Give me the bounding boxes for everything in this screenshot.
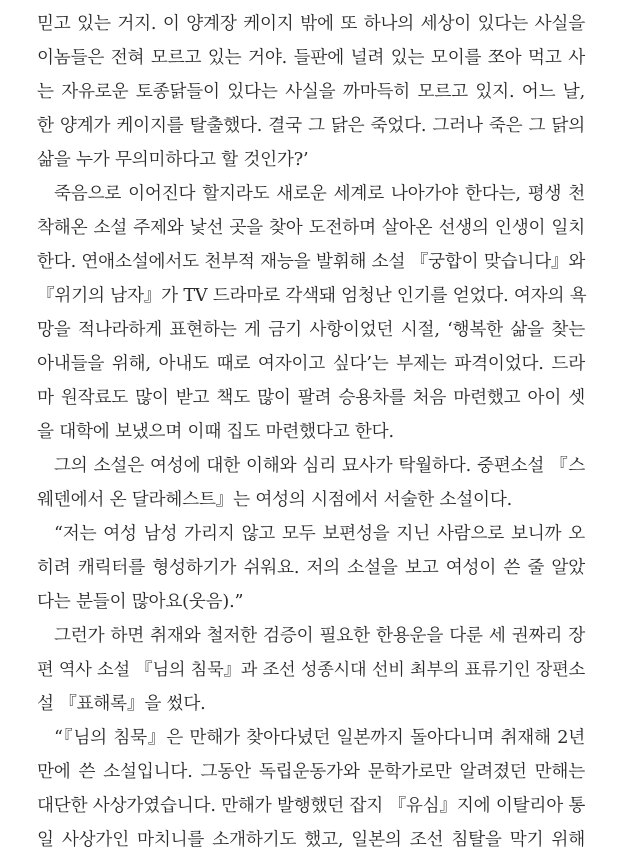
body-text-line: 설 『표해록』을 썼다. [37, 694, 206, 714]
body-text-line: 일 사상가인 마치니를 소개하기도 했고, 일본의 조선 침탈을 막기 위해 [37, 830, 585, 850]
body-text-line: 웨덴에서 온 달라헤스트』는 여성의 시점에서 서술한 소설이다. [37, 490, 513, 510]
body-text-line: 을 대학에 보냈으며 이때 집도 마련했다고 한다. [37, 422, 394, 442]
body-text-line: 마 원작료도 많이 받고 책도 많이 팔려 승용차를 처음 마련했고 아이 셋 [37, 388, 585, 408]
body-text-line: 한다. 연애소설에서도 천부적 재능을 발휘해 소설 『궁합이 맞습니다』와 [37, 252, 586, 272]
paragraph-first-line: 그의 소설은 여성에 대한 이해와 심리 묘사가 탁월하다. 중편소설 『스 [54, 456, 585, 476]
body-text-line: 는 자유로운 토종닭들이 있다는 사실을 까마득히 모르고 있지. 어느 날, [37, 82, 585, 102]
body-text-line: 이놈들은 전혀 모르고 있는 거야. 들판에 널려 있는 모이를 쪼아 먹고 사 [37, 48, 585, 68]
quote-first-line: “『님의 침묵』은 만해가 찾아다녔던 일본까지 돌아다니며 취재해 2년 [54, 728, 585, 748]
paragraph-first-line: 죽음으로 이어진다 할지라도 새로운 세계로 나아가야 한다는, 평생 천 [54, 184, 585, 204]
body-text-line: 착해온 소설 주제와 낯선 곳을 찾아 도전하며 살아온 선생의 인생이 일치 [37, 218, 585, 238]
body-text-line: 대단한 사상가였습니다. 만해가 발행했던 잡지 『유심』지에 이탈리아 통 [37, 796, 586, 816]
body-text-line: 『위기의 남자』가 TV 드라마로 각색돼 엄청난 인기를 얻었다. 여자의 욕 [37, 286, 587, 306]
body-text-line: 망을 적나라하게 표현하는 게 금기 사항이었던 시절, ‘행복한 삶을 찾는 [37, 320, 585, 340]
body-text-line: 히려 캐릭터를 형성하기가 쉬워요. 저의 소설을 보고 여성이 쓴 줄 알았 [37, 558, 585, 578]
body-text-line: 다는 분들이 많아요(웃음).” [37, 592, 244, 612]
body-text-line: 한 양계가 케이지를 탈출했다. 결국 그 닭은 죽었다. 그러나 죽은 그 닭의 [37, 116, 585, 136]
body-text-line: 삶을 누가 무의미하다고 할 것인가?’ [37, 150, 309, 170]
body-text-line: 편 역사 소설 『님의 침묵』과 조선 성종시대 선비 최부의 표류기인 장편소 [37, 660, 585, 680]
quote-first-line: “저는 여성 남성 가리지 않고 모두 보편성을 지닌 사람으로 보니까 오 [54, 524, 585, 544]
body-text-line: 아내들을 위해, 아내도 때로 여자이고 싶다’는 부제는 파격이었다. 드라 [37, 354, 585, 374]
paragraph-first-line: 그런가 하면 취재와 철저한 검증이 필요한 한용운을 다룬 세 권짜리 장 [54, 626, 585, 646]
body-text-line: 만에 쓴 소설입니다. 그동안 독립운동가와 문학가로만 알려졌던 만해는 [37, 762, 585, 782]
body-text-line: 믿고 있는 거지. 이 양계장 케이지 밖에 또 하나의 세상이 있다는 사실을 [37, 14, 585, 34]
